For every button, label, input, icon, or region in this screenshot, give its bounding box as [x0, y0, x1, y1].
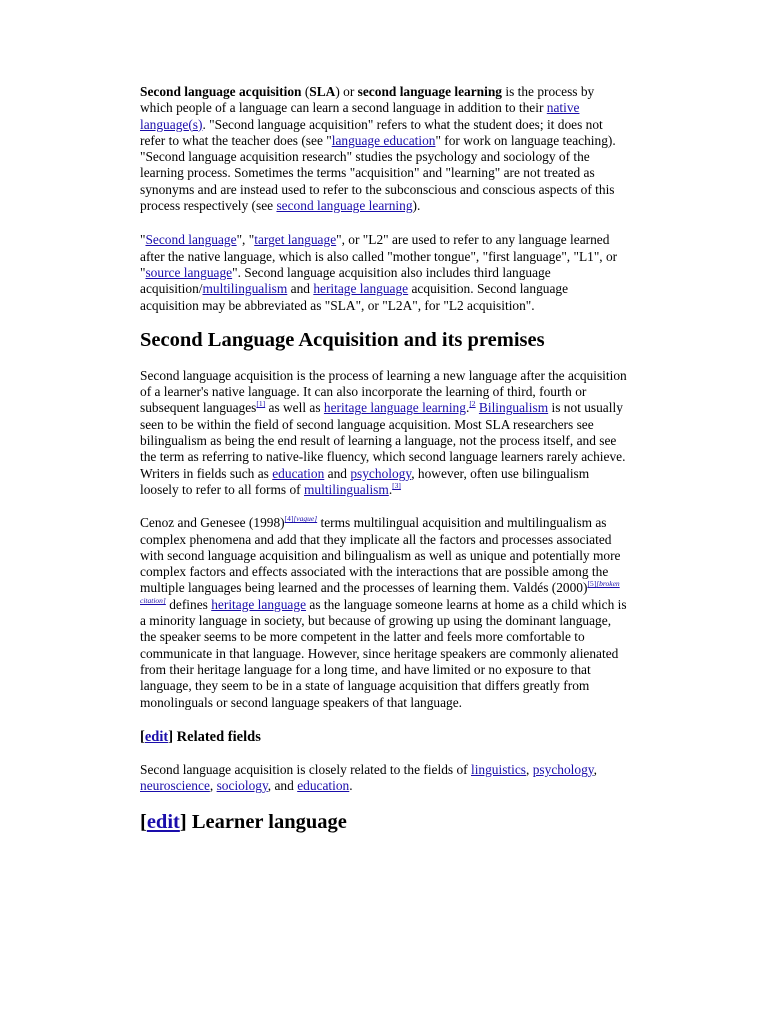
- text: acquisition. Second language acquisition may be abbreviated as "SLA", or "L2A", for "L2 acquisition".: [140, 281, 569, 313]
- link-native-language[interactable]: native language(s): [140, 100, 580, 132]
- text: , and: [267, 778, 298, 794]
- text: , however, often use bilingualism loosely to refer to all forms of: [140, 465, 590, 497]
- section-heading-learner-language: [140, 810, 630, 834]
- link-target-language[interactable]: target language: [254, 232, 337, 248]
- text: " for work on language teaching). "Second language acquisition research" studies the psychology and sociology of the learning process. Sometimes the terms "acquisition" and "learning" are not treated as synonyms and are instead used to refer to the subconscious and conscious aspects of this process respectively (see: [140, 132, 616, 214]
- term-sla: Second language acquisition: [140, 84, 302, 99]
- heading-title: Learner language: [186, 811, 347, 834]
- text: . "Second language acquisition" refers to what the student does; it does not refer to what the teacher does (see ": [140, 116, 603, 148]
- ref-2[interactable]: [2: [469, 399, 476, 409]
- link-multilingualism[interactable]: multilingualism: [202, 281, 288, 297]
- text: is not usually seen to be within the field of second language acquisition. Most SLA researchers see bilingualism as being the end result of learning a language, not the process itself, and see the term as referring to native-like fluency, which second language learners rarely achieve. Writers in fields such as: [140, 400, 626, 481]
- bracket: [: [140, 728, 145, 745]
- ref-vague-text: [vague]: [293, 514, 318, 524]
- link-psychology[interactable]: psychology: [532, 761, 594, 777]
- text: as the language someone learns at home as a child which is a minority language in society, but because of growing up using the dominant language, the speaker seems to be more competent in the latter and feels more comfortable to communicate in that language. However, since heritage speakers are commonly alienated from their heritage language for a long time, and have limited or no exposure to that language, they seem to be in a state of language acquisition that differs greatly from monolinguals or second language speakers of that language.: [140, 596, 627, 710]
- premises-paragraph: [140, 368, 630, 498]
- text: ", or "L2" are used to refer to any language learned after the native language, which is also called "mother tongue", "first language", "L1", or ": [140, 232, 618, 280]
- bracket: ]: [168, 728, 174, 745]
- link-education[interactable]: education: [272, 465, 325, 481]
- text: ) or: [335, 84, 358, 99]
- text: .: [349, 778, 353, 794]
- related-fields-paragraph: [140, 762, 630, 795]
- term-abbrev: SLA: [309, 84, 336, 99]
- text: terms multilingual acquisition and multilingualism as complex phenomena and add that they implicate all the factors and processes associated with second language acquisition and bilingualism as well as unique and potentially more complex factors and effects associated with the interactions that are possible among the multiple languages being learned and the processes of learning them. Valdés (2000): [140, 515, 621, 596]
- edit-link[interactable]: edit: [144, 728, 169, 745]
- text: ).: [412, 198, 421, 214]
- text: as well as: [265, 400, 324, 416]
- intro-paragraph: [140, 84, 630, 214]
- text: is the process by which people of a language can learn a second language in addition to their: [140, 84, 595, 116]
- edit-link[interactable]: edit: [146, 811, 180, 834]
- ref-4[interactable]: [4]: [284, 514, 294, 524]
- terms-paragraph: [140, 232, 630, 313]
- text: ". Second language acquisition also includes third language acquisition/: [140, 264, 551, 297]
- text: ": [140, 232, 146, 248]
- link-bilingualism[interactable]: Bilingualism: [478, 400, 549, 416]
- ref-vague[interactable]: [293, 514, 317, 523]
- link-language-education[interactable]: language education: [331, 132, 436, 148]
- cenoz-paragraph: [140, 515, 630, 711]
- text: ,: [593, 761, 597, 777]
- link-multilingualism[interactable]: multilingualism: [304, 481, 389, 497]
- link-education[interactable]: education: [297, 778, 350, 794]
- link-heritage-language[interactable]: heritage language: [211, 596, 307, 612]
- ref-5[interactable]: [5]: [587, 579, 597, 589]
- ref-broken-text: [broken citation]: [140, 579, 620, 605]
- bracket: ]: [179, 811, 187, 834]
- text: .: [465, 400, 470, 416]
- text: Cenoz and Genesee (1998): [140, 515, 285, 531]
- section-heading-premises: Second Language Acquisition and its premises: [140, 328, 545, 351]
- text: Second language acquisition is the process of learning a new language after the acquisition of a learner's native language. It can also incorporate the learning of third, fourth or subsequent languages: [140, 367, 627, 416]
- link-source-language[interactable]: source language: [145, 264, 233, 280]
- ref-1[interactable]: [1]: [256, 399, 266, 409]
- section-heading-related-fields: [140, 728, 630, 746]
- document-page: [140, 84, 630, 834]
- bracket: [: [140, 811, 147, 834]
- link-heritage-language[interactable]: heritage language: [313, 281, 409, 297]
- link-heritage-language-learning[interactable]: heritage language learning: [323, 400, 466, 416]
- text: ,: [209, 778, 217, 794]
- text: .: [388, 481, 393, 497]
- link-second-language[interactable]: Second language: [145, 232, 237, 248]
- text: ", ": [236, 232, 255, 248]
- text: Second language acquisition is closely related to the fields of: [140, 761, 471, 777]
- text: ,: [526, 761, 533, 777]
- text: (: [301, 84, 310, 99]
- text: defines: [165, 596, 212, 612]
- link-second-language-learning[interactable]: second language learning: [276, 198, 413, 214]
- link-sociology[interactable]: sociology: [216, 778, 268, 794]
- link-linguistics[interactable]: linguistics: [470, 761, 527, 777]
- link-psychology[interactable]: psychology: [350, 465, 412, 481]
- text: and: [324, 465, 351, 481]
- ref-3[interactable]: [3]: [392, 480, 401, 490]
- link-neuroscience[interactable]: neuroscience: [140, 778, 210, 794]
- text: and: [287, 281, 314, 297]
- term-learning: second language learning: [357, 84, 502, 99]
- heading-title: Related fields: [173, 728, 261, 745]
